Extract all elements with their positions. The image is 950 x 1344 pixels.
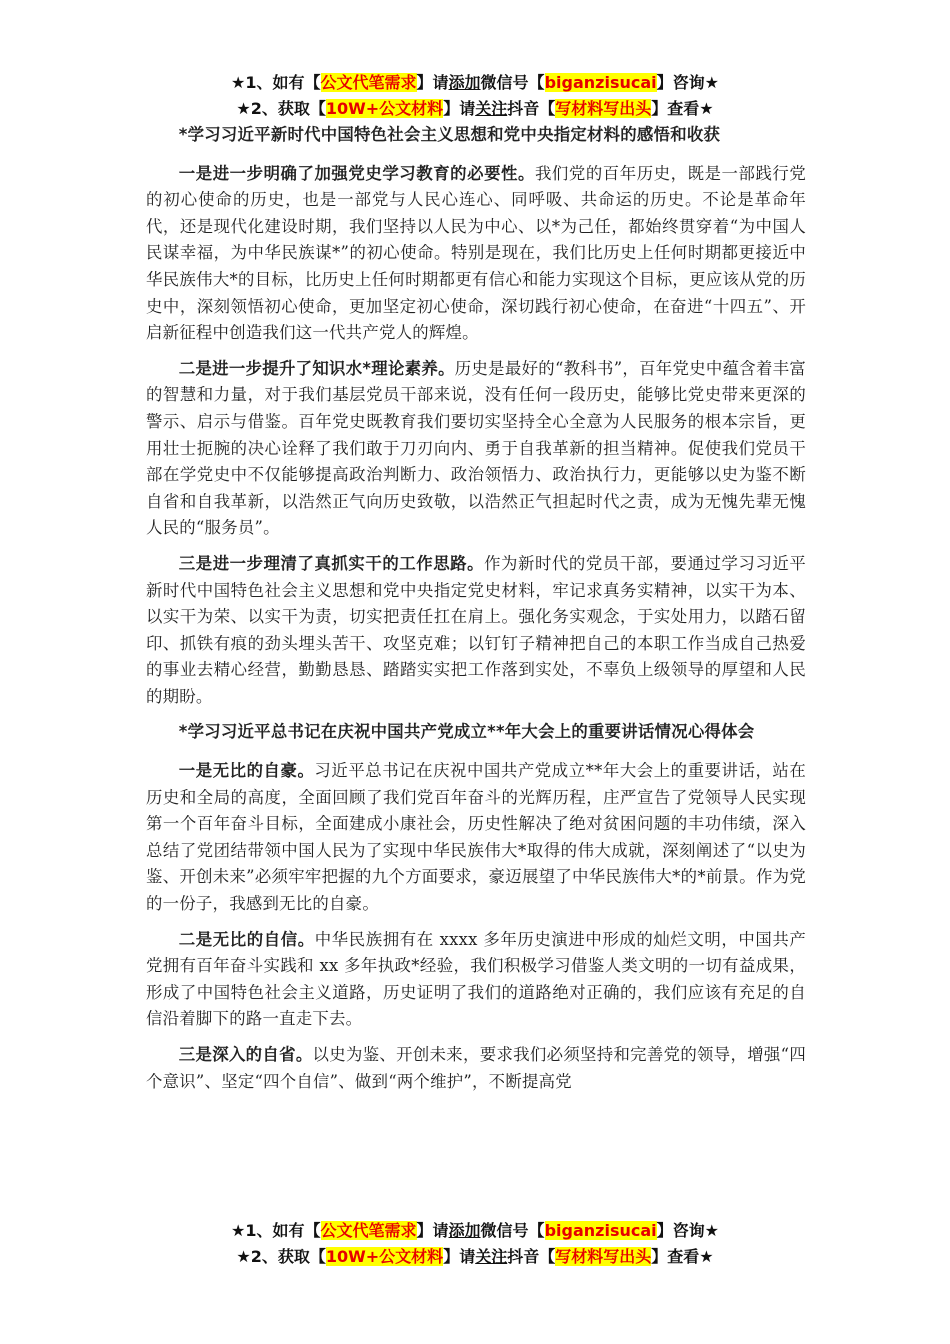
paragraph — [146, 1042, 806, 1095]
highlight-materials: 10W+公文材料 — [325, 1247, 444, 1266]
paragraph-lead: 二是无比的自信。 — [178, 929, 315, 949]
banner-text: 】查看★ — [651, 99, 714, 118]
banner-text: ★1、如有【 — [231, 1221, 321, 1240]
banner-line-2 — [0, 96, 950, 122]
banner-line-1 — [0, 70, 950, 96]
section-title: *学习习近平新时代中国特色社会主义思想和党中央指定材料的感悟和收获 — [178, 125, 721, 144]
highlight-materials: 10W+公文材料 — [325, 99, 444, 118]
paragraph — [146, 758, 806, 918]
banner-top — [0, 70, 950, 122]
highlight-douyin: 写材料写出头 — [555, 1247, 652, 1266]
underline-text: 关注 — [475, 1247, 508, 1266]
paragraph-lead: 一是无比的自豪。 — [178, 761, 315, 781]
banner-text: 微信号【 — [480, 73, 545, 92]
paragraph — [146, 551, 806, 711]
banner-text: 抖音【 — [507, 1247, 556, 1266]
paragraph-body: 习近平总书记在庆祝中国共产党成立**年大会上的重要讲话，站在历史和全局的高度，全面回顾了我们党百年奋斗的光辉历程，庄严宣告了党领导人民实现第一个百年奋斗目标，全面建成小康社会，历史性解决了绝对贫困问题的丰功伟绩，深入总结了党团结带领中国人民为了实现中华民族伟大*取得的伟大成就，深刻阐述了“以史为鉴、开创未来”必须牢牢把握的九个方面要求，豪迈展望了中华民族伟大*的*前景。作为党的一份子，我感到无比的自豪。 — [146, 761, 806, 914]
underline-text: 关注 — [475, 99, 508, 118]
highlight-wechat-id: biganzisucai — [544, 1221, 657, 1240]
paragraph-lead: 一是进一步明确了加强党史学习教育的必要性。 — [178, 163, 535, 183]
banner-bottom — [0, 1218, 950, 1270]
highlight-service: 公文代笔需求 — [320, 1221, 417, 1240]
banner-text: ★2、获取【 — [236, 99, 326, 118]
paragraph-body: 历史是最好的“教科书”，百年党史中蕴含着丰富的智慧和力量，对于我们基层党员干部来说，没有任何一段历史，能够比党史带来更深的警示、启示与借鉴。百年党史既教育我们要切实坚持全心全意为人民服务的根本宗旨，更用壮士扼腕的决心诠释了我们敢于刀刃向内、勇于自我革新的担当精神。促使我们党员干部在学党史中不仅能够提高政治判断力、政治领悟力、政治执行力，更能够以史为鉴不断自省和自我革新，以浩然正气向历史致敬，以浩然正气担起时代之责，成为无愧先辈无愧人民的“服务员”。 — [146, 358, 806, 538]
paragraph-body: 我们党的百年历史，既是一部践行党的初心使命的历史，也是一部党与人民心连心、同呼吸、共命运的历史。不论是革命年代，还是现代化建设时期，我们坚持以人民为中心、以*为己任，都始终贯穿着“为中国人民谋幸福，为中华民族谋*”的初心使命。特别是现在，我们比历史上任何时期都更接近中华民族伟大*的目标，比历史上任何时期都更有信心和能力实现这个目标，更应该从党的历史中，深刻领悟初心使命，更加坚定初心使命，深切践行初心使命，在奋进“十四五”、开启新征程中创造我们这一代共产党人的辉煌。 — [146, 163, 807, 343]
paragraph-lead: 二是进一步提升了知识水*理论素养。 — [178, 358, 455, 378]
underline-text: 添加 — [448, 73, 481, 92]
banner-text: 】咨询★ — [656, 73, 719, 92]
paragraph — [146, 161, 806, 347]
banner-text: 】请 — [443, 99, 476, 118]
banner-text: 抖音【 — [507, 99, 556, 118]
highlight-douyin: 写材料写出头 — [555, 99, 652, 118]
highlight-wechat-id: biganzisucai — [544, 73, 657, 92]
banner-text: 】请 — [416, 1221, 449, 1240]
paragraph — [146, 356, 806, 542]
banner-line-1 — [0, 1218, 950, 1244]
paragraph-body: 中华民族拥有在 xxxx 多年历史演进中形成的灿烂文明，中国共产党拥有百年奋斗实践和 xx 多年执政*经验，我们积极学习借鉴人类文明的一切有益成果，形成了中国特色社会主义道路，历史证明了我们的道路绝对正确的，我们应该有充足的自信沿着脚下的路一直走下去。 — [146, 929, 807, 1029]
paragraph-body: 以史为鉴、开创未来，要求我们必须坚持和完善党的领导，增强“四个意识”、坚定“四个自信”、做到“两个维护”，不断提高党 — [146, 1045, 806, 1091]
paragraph-body: 作为新时代的党员干部，要通过学习习近平新时代中国特色社会主义思想和党中央指定党史材料，牢记求真务实精神，以实干为本、以实干为荣、以实干为责，切实把责任扛在肩上。强化务实观念，于实处用力，以踏石留印、抓铁有痕的劲头埋头苦干、攻坚克难；以钉钉子精神把自己的本职工作当成自己热爱的事业去精心经营，勤勤恳恳、踏踏实实把工作落到实处，不辜负上级领导的厚望和人民的期盼。 — [146, 553, 806, 706]
section-title: *学习习近平总书记在庆祝中国共产党成立**年大会上的重要讲话情况心得体会 — [178, 722, 755, 742]
underline-text: 添加 — [448, 1221, 481, 1240]
highlight-service: 公文代笔需求 — [320, 73, 417, 92]
document-body — [146, 122, 806, 1104]
paragraph-lead: 三是进一步理清了真抓实干的工作思路。 — [178, 553, 485, 573]
banner-text: 】请 — [416, 73, 449, 92]
banner-text: 微信号【 — [480, 1221, 545, 1240]
paragraph-lead: 三是深入的自省。 — [178, 1045, 313, 1064]
paragraph — [146, 927, 806, 1033]
banner-text: 】咨询★ — [656, 1221, 719, 1240]
banner-text: 】请 — [443, 1247, 476, 1266]
banner-text: ★1、如有【 — [231, 73, 321, 92]
banner-line-2 — [0, 1244, 950, 1270]
banner-text: ★2、获取【 — [236, 1247, 326, 1266]
banner-text: 】查看★ — [651, 1247, 714, 1266]
